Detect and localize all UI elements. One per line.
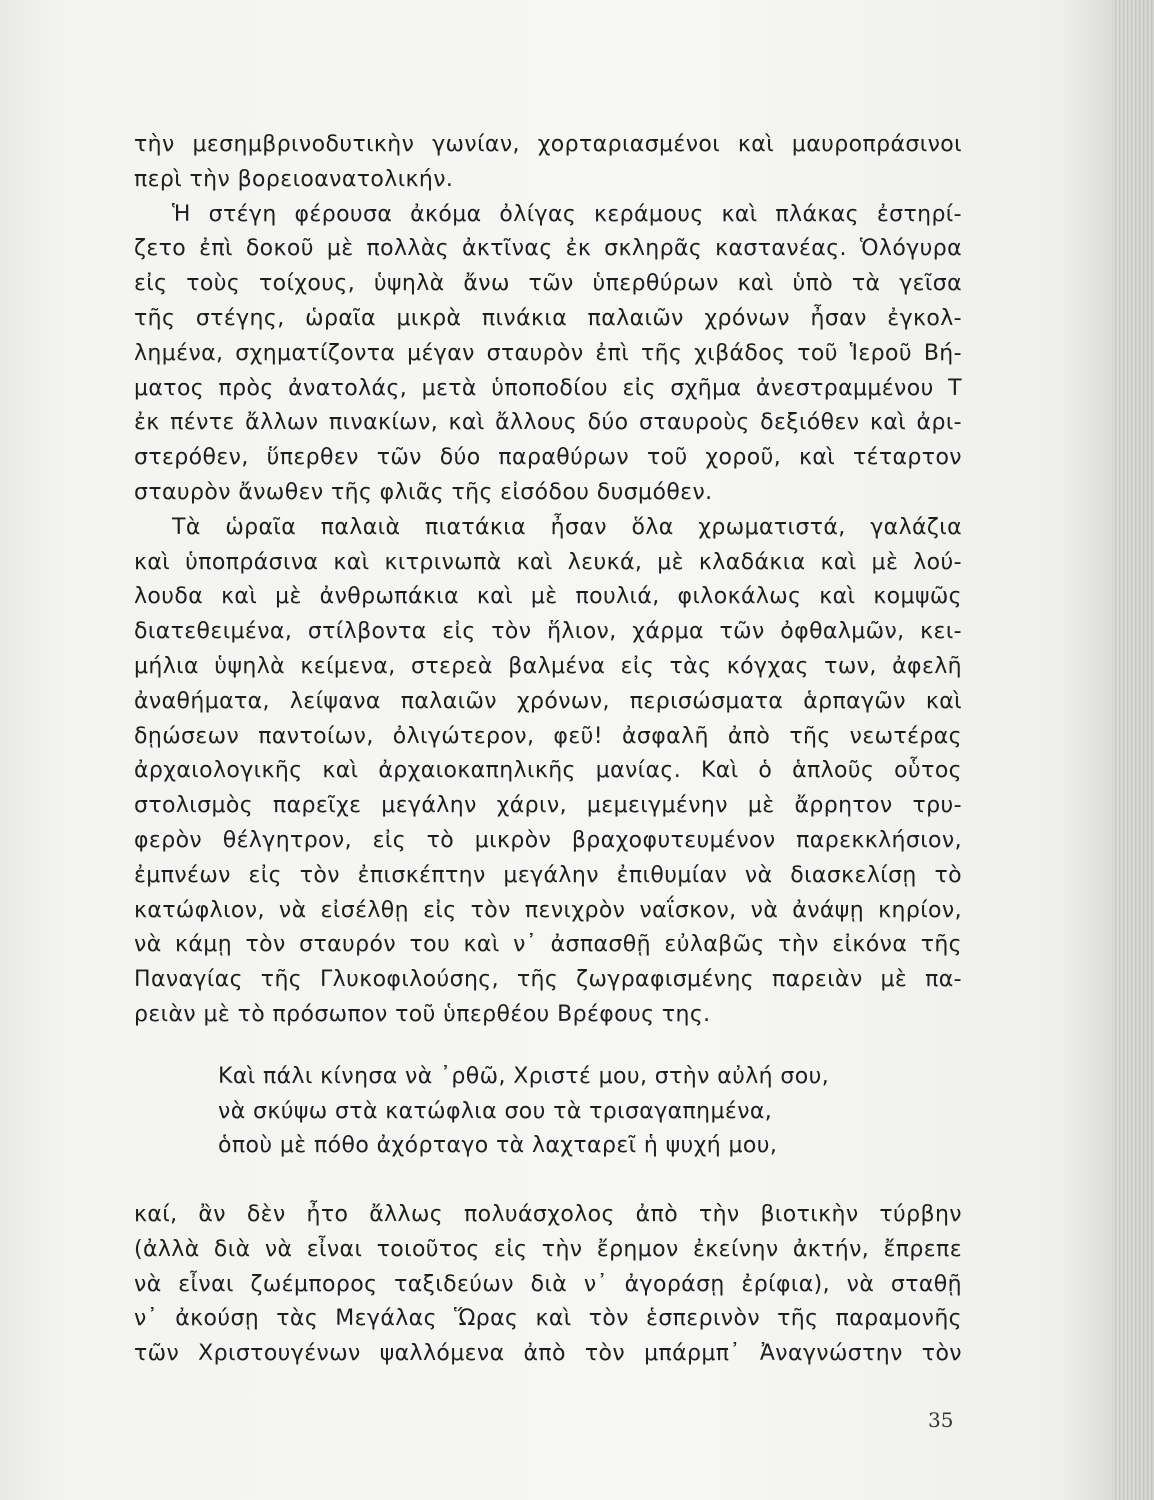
text-line: καί, ἂν δὲν ἦτο ἄλλως πολυάσχολος ἀπὸ τὴν βιοτικὴν τύρβην (134, 1202, 962, 1227)
text-line: ν᾽ ἀκούσῃ τὰς Μεγάλας Ὥρας καὶ τὸν ἑσπερινὸν τῆς παραμονῆς (134, 1306, 962, 1332)
page-number: 35 (928, 1408, 954, 1432)
text-line: τῶν Χριστουγένων ψαλλόμενα ἀπὸ τὸν μπάρμπ᾽ Ἀναγνώστην τὸν (134, 1341, 962, 1367)
text-line: ρειὰν μὲ τὸ πρόσωπον τοῦ ὑπερθέου Βρέφους της. (134, 1001, 711, 1027)
text-line: Τὰ ὡραῖα παλαιὰ πιατάκια ἦσαν ὅλα χρωματιστά, γαλάζια (172, 514, 962, 540)
verse-line: Καὶ πάλι κίνησα νὰ ᾽ρθῶ, Χριστέ μου, στὴν αὐλή σου, (218, 1064, 830, 1089)
text-line: τῆς στέγης, ὡραῖα μικρὰ πινάκια παλαιῶν χρόνων ἦσαν ἐγκολ- (134, 305, 962, 331)
text-line: νὰ κάμῃ τὸν σταυρόν του καὶ ν᾽ ἀσπασθῇ εὐλαβῶς τὴν εἰκόνα τῆς (134, 932, 962, 958)
closing-paragraph (134, 1198, 962, 1372)
text-line: ἀρχαιολογικῆς καὶ ἀρχαιοκαπηλικῆς μανίας. Καὶ ὁ ἁπλοῦς οὗτος (134, 758, 962, 784)
text-line: λημένα, σχηματίζοντα μέγαν σταυρὸν ἐπὶ τῆς χιβάδος τοῦ Ἱεροῦ Βή- (134, 340, 962, 366)
text-line: δῃώσεων παντοίων, ὀλιγώτερον, φεῦ! ἀσφαλῆ ἀπὸ τῆς νεωτέρας (134, 723, 962, 749)
text-line: ζετο ἐπὶ δοκοῦ μὲ πολλὰς ἀκτῖνας ἐκ σκληρᾶς καστανέας. Ὁλόγυρα (134, 236, 962, 262)
text-line: τὴν μεσημβρινοδυτικὴν γωνίαν, χορταριασμένοι καὶ μαυροπράσινοι (134, 132, 962, 157)
text-line: Παναγίας τῆς Γλυκοφιλούσης, τῆς ζωγραφισμένης παρειὰν μὲ πα- (134, 967, 962, 993)
text-line: ἐμπνέων εἰς τὸν ἐπισκέπτην μεγάλην ἐπιθυμίαν νὰ διασκελίσῃ τὸ (134, 862, 962, 888)
text-line: Ἡ στέγη φέρουσα ἀκόμα ὀλίγας κεράμους καὶ πλάκας ἐστηρί- (172, 201, 962, 227)
page-edge-shadow (1112, 0, 1154, 1500)
text-line: εἰς τοὺς τοίχους, ὑψηλὰ ἄνω τῶν ὑπερθύρων καὶ ὑπὸ τὰ γεῖσα (134, 271, 962, 297)
text-line: στολισμὸς παρεῖχε μεγάλην χάριν, μεμειγμένην μὲ ἄρρητον τρυ- (134, 793, 962, 819)
text-line: καὶ ὑποπράσινα καὶ κιτρινωπὰ καὶ λευκά, μὲ κλαδάκια καὶ μὲ λού- (134, 549, 962, 575)
main-paragraphs (134, 128, 962, 1033)
verse-line: ὁποὺ μὲ πόθο ἀχόρταγο τὰ λαχταρεῖ ἡ ψυχή μου, (218, 1133, 778, 1158)
text-line: ἀναθήματα, λείψανα παλαιῶν χρόνων, περισώσματα ἁρπαγῶν καὶ (134, 688, 962, 714)
verse-quote (218, 1060, 918, 1164)
text-line: διατεθειμένα, στίλβοντα εἰς τὸν ἥλιον, χάρμα τῶν ὀφθαλμῶν, κει- (134, 619, 962, 645)
text-line: ἐκ πέντε ἄλλων πινακίων, καὶ ἄλλους δύο σταυροὺς δεξιόθεν καὶ ἀρι- (134, 410, 962, 436)
text-line: (ἀλλὰ διὰ νὰ εἶναι τοιοῦτος εἰς τὴν ἔρημον ἐκείνην ἀκτήν, ἔπρεπε (134, 1236, 962, 1262)
text-line: σταυρὸν ἄνωθεν τῆς φλιᾶς τῆς εἰσόδου δυσμόθεν. (134, 479, 713, 505)
text-line: κατώφλιον, νὰ εἰσέλθῃ εἰς τὸν πενιχρὸν ναΐσκον, νὰ ἀνάψῃ κηρίον, (134, 897, 962, 923)
text-line: στερόθεν, ὕπερθεν τῶν δύο παραθύρων τοῦ χοροῦ, καὶ τέταρτον (134, 445, 962, 471)
text-line: περὶ τὴν βορειοανατολικήν. (134, 166, 454, 192)
text-line: μήλια ὑψηλὰ κείμενα, στερεὰ βαλμένα εἰς τὰς κόγχας των, ἀφελῆ (134, 653, 962, 679)
text-line: νὰ εἶναι ζωέμπορος ταξιδεύων διὰ ν᾽ ἀγοράσῃ ἐρίφια), νὰ σταθῇ (134, 1271, 962, 1297)
text-line: λουδα καὶ μὲ ἀνθρωπάκια καὶ μὲ πουλιά, φιλοκάλως καὶ κομψῶς (134, 584, 962, 610)
verse-line: νὰ σκύψω στὰ κατώφλια σου τὰ τρισαγαπημένα, (218, 1098, 773, 1124)
text-line: ματος πρὸς ἀνατολάς, μετὰ ὑποποδίου εἰς σχῆμα ἀνεστραμμένου Τ (134, 375, 962, 401)
text-line: φερὸν θέλγητρον, εἰς τὸ μικρὸν βραχοφυτευμένον παρεκκλήσιον, (134, 827, 962, 853)
